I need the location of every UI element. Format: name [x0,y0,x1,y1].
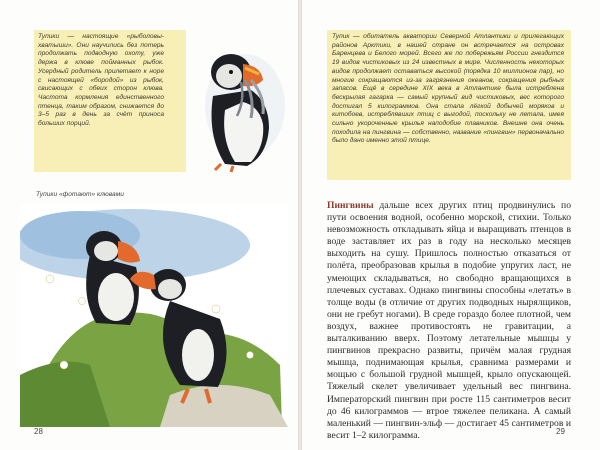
page-number-left: 28 [34,427,43,436]
puffin-with-fish-illustration [185,36,293,174]
body-lead-word: Пингвины [327,200,374,211]
left-sidebar-note [34,30,186,172]
right-sidebar-note [327,30,571,180]
right-note-text: Тупик — обитатель акватории Северной Атлантики и прилегающих районов Арктики, в нашей стране он встречается на островах Баренцева и Белого морей. Всего же по побережьям России гнездится 19 видов чистиковых из 24 известных в мире. Численность некоторых видов продолжает оставаться высокой (порядка 10 миллионов пар), но многие сокращаются из-за загрязнения океанов, сокращения рыбных запасов. Ещё в середине XIX века в Атлантике была истреблена бескрылая гагарка — самый крупный вид чистиковых, вес которого достигал 5 килограммов. Она стала лёгкой добычей моряков и китобоев, истреблявших птиц с выгодой, поскольку не летала, имея сильно укороченные крылья наподобие плавников. Внешне она очень походила на пингвина — собственно, название «пингвин» первоначально было дано именно этой птице. [332,33,564,145]
puffins-in-grass-illustration [20,205,288,427]
main-body-text [327,200,571,442]
page-number-right: 29 [556,427,565,436]
illustration-caption: Тупики «фотают» клювами [36,191,124,198]
body-paragraph: дальше всех других птиц продвинулись по пути освоения водной, особенно морской, стихии. Только невозможность откладывать яйца и выращивать птенцов в воде заставляет их раз в году на несколько месяцев выходить на сушу. Пришлось полностью отказаться от полёта, преобразовав крылья в подобие упругих ласт, не умеющих складываться, но свободно вращающихся в плечевых суставах. Однако пингвины способны «летать» в толще воды (в отличие от других подводных нырялщиков, они не гребут ногами). В среде гораздо более плотной, чем воздух, важнее противостоять не гравитации, а выталкиванию вверх. Поэтому летательные мышцы у пингвинов прекрасно развиты, причём малая грудная мышца, поднимающая крылья, сравнима размерами и мощью с большой грудной мышцей, крыло опускающей. Тяжелый скелет увеличивает удельный вес пингвина. Императорский пингвин при росте 115 сантиметров весит до 46 килограммов — втрое тяжелее пеликана. А самый маленький — пингвин-эльф — достигает 45 сантиметров и весит 1–2 килограмма. [327,200,571,441]
left-note-text: Тупики — настоящие «рыболовы-хватыши». Они научились без потерь продолжать подводную охоту, уже держа в клюве пойманных рыбок. Усердный родитель прилетает к норе с настоящей «бородой» из рыбок, свисающих с обеих сторон клюва. Частота кормления единственного птенца, таким образом, снижается до 3–5 раз в день за счёт приноса больших порций. [38,33,164,128]
